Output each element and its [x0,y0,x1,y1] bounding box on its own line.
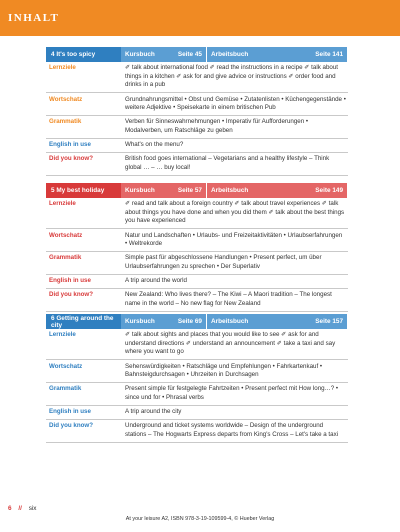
row-did-you-know [46,289,348,312]
row-label: Wortschatz [49,231,83,239]
row-text: A trip around the world [125,277,187,285]
unit-6-table [46,314,348,443]
kursbuch-page: Seite 69 [177,318,202,325]
row-did-you-know [46,153,348,176]
arbeitsbuch-label: Arbeitsbuch [211,187,249,194]
arbeitsbuch-page: Seite 157 [315,318,343,325]
row-text: Natur und Landschaften • Urlaubs- und Freizeitaktivitäten • Urlaubserfahrungen • Weltrekorde [125,231,343,248]
row-text: Underground and ticket systems worldwide – Design of the underground stations – The Hogwarts Express departs from King's Cross – Let's take a taxi [125,422,339,438]
arbeitsbuch-cell [207,314,347,329]
row-label: Lernziele [49,64,76,72]
kursbuch-label: Kursbuch [125,318,155,325]
row-text: British food goes international – Vegetarians and a healthy lifestyle – Think global … – … buy local! [125,155,330,171]
row-label: Wortschatz [49,95,83,103]
arbeitsbuch-cell [207,183,347,198]
unit-name: 5 My best holiday [46,183,121,198]
row-label: English in use [49,408,91,416]
row-label: Did you know? [49,155,93,163]
row-english-in-use [46,275,348,289]
row-text: Present simple für festgelegte Fahrtzeiten • Present perfect mit How long…? • since und for • Phrasal verbs [125,385,339,401]
arbeitsbuch-cell [207,47,347,62]
row-lernziele [46,198,348,229]
kursbuch-page: Seite 57 [177,187,202,194]
row-text: Simple past für abgeschlossene Handlungen • Present perfect, um über Urlaubserfahrungen zu sprechen • Der Superlativ [125,254,322,270]
row-label: Wortschatz [49,362,83,370]
unit-header [46,314,348,329]
row-text: ✐ talk about sights and places that you would like to see ✐ ask for and understand directions ✐ understand an announcement ✐ take a taxi and say where you want to go [125,331,336,356]
arbeitsbuch-label: Arbeitsbuch [211,51,249,58]
row-label: Lernziele [49,331,76,339]
publisher-credit: At your leisure A2, ISBN 978-3-19-109599-4, © Hueber Verlag [125,516,275,522]
unit-header [46,47,348,62]
row-wortschatz [46,229,348,252]
page-title: INHALT [8,12,60,24]
row-did-you-know [46,420,348,443]
row-text: Grundnahrungsmittel • Obst und Gemüse • Zutatenlisten • Küchengegenstände • weitere Adjektive • Speisekarte in einem britischen Pub [125,95,346,112]
row-label: Did you know? [49,291,93,299]
arbeitsbuch-page: Seite 141 [315,51,343,58]
row-text: A trip around the city [125,408,182,416]
row-grammatik [46,116,348,139]
kursbuch-cell [121,47,206,62]
row-text: ✐ read and talk about a foreign country ✐ talk about travel experiences ✐ talk about things you have done and when you did them ✐ talk about the best things you have experienced [125,200,345,225]
row-text: New Zealand: Who lives there? – The Kiwi – A Maori tradition – The longest name in the world – No new flag for New Zealand [125,291,332,307]
row-english-in-use [46,406,348,420]
row-label: Grammatik [49,118,82,126]
row-english-in-use [46,139,348,153]
unit-name: 4 It's too spicy [46,47,121,62]
row-grammatik [46,383,348,406]
row-wortschatz [46,93,348,116]
row-label: Grammatik [49,254,82,262]
page-separator: // [18,505,22,512]
kursbuch-label: Kursbuch [125,51,155,58]
row-label: English in use [49,277,91,285]
page-word: six [28,505,37,512]
row-label: Grammatik [49,385,82,393]
unit-4-table [46,47,348,176]
row-label: English in use [49,141,91,149]
kursbuch-cell [121,183,206,198]
arbeitsbuch-label: Arbeitsbuch [211,318,249,325]
row-text: What's on the menu? [125,141,184,149]
unit-header [46,183,348,198]
row-label: Lernziele [49,200,76,208]
row-text: ✐ talk about international food ✐ read the instructions in a recipe ✐ talk about things in a kitchen ✐ ask for and give advice or instructions ✐ order food and drinks in a pub [125,64,338,89]
row-wortschatz [46,360,348,383]
row-text: Verben für Sinneswahrnehmungen • Imperativ für Aufforderungen • Modalverben, um Ratschläge zu geben [125,118,309,134]
row-label: Did you know? [49,422,93,430]
arbeitsbuch-page: Seite 149 [315,187,343,194]
page-number: 6 [8,505,12,512]
kursbuch-page: Seite 45 [177,51,202,58]
row-lernziele [46,62,348,93]
page-footer [8,505,37,512]
top-bar [0,0,400,36]
row-text: Sehenswürdigkeiten • Ratschläge und Empfehlungen • Fahrkartenkauf • Bahnsteigdurchsagen • Uhrzeiten in Durchsagen [125,362,323,379]
row-lernziele [46,329,348,360]
unit-5-table [46,183,348,312]
kursbuch-label: Kursbuch [125,187,155,194]
kursbuch-cell [121,314,206,329]
row-grammatik [46,252,348,275]
unit-name: 6 Getting around the city [46,314,121,329]
